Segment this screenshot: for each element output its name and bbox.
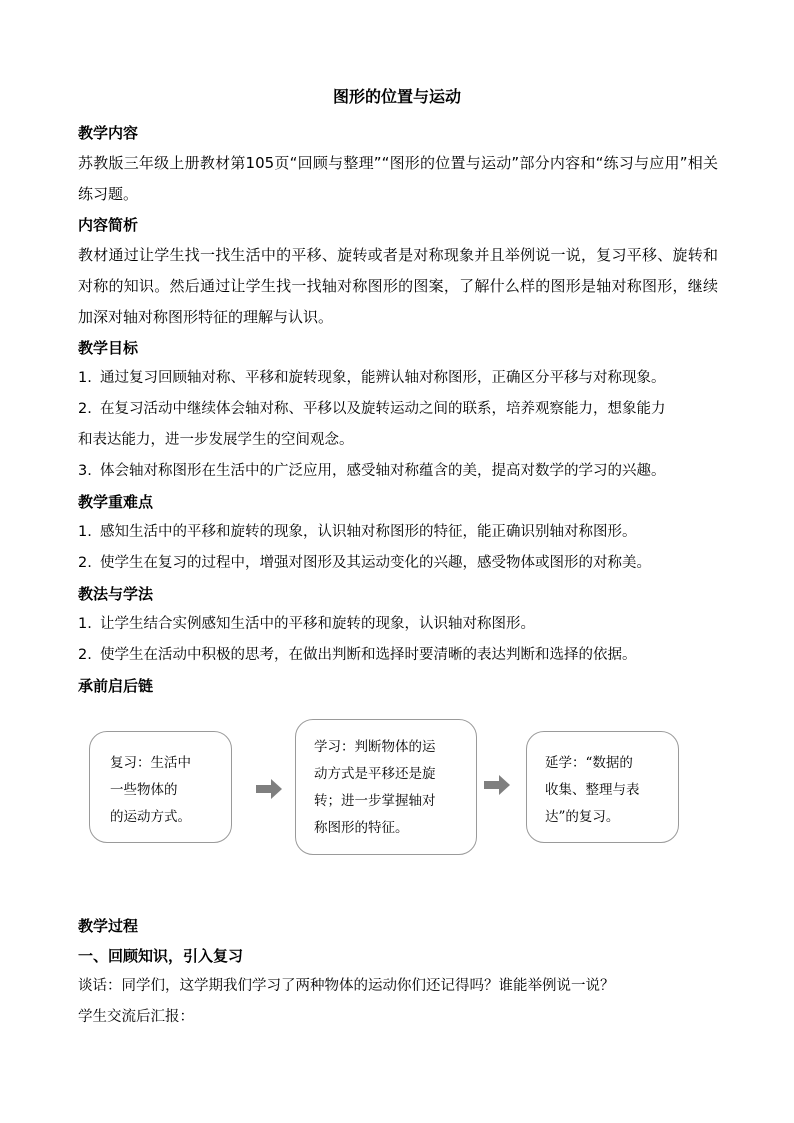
subheading-review: 一、回顾知识，引入复习 — [78, 947, 244, 965]
method-number: 1. — [78, 616, 92, 632]
document-body — [78, 122, 718, 1033]
chain-box-line: 学习：判断物体的运 — [314, 739, 436, 755]
method-text: 让学生结合实例感知生活中的平移和旋转的现象，认识轴对称图形。 — [100, 616, 535, 632]
method-item — [78, 609, 718, 640]
goal-text: 在复习活动中继续体会轴对称、平移以及旋转运动之间的联系，培养观察能力，想象能力 — [100, 401, 666, 417]
arrow-right-icon — [484, 775, 510, 795]
paragraph-dialogue: 谈话：同学们，这学期我们学习了两种物体的运动你们还记得吗？谁能举例说一说？ — [78, 978, 615, 994]
key-point-item — [78, 548, 718, 579]
method-number: 2. — [78, 647, 92, 663]
heading-goals: 教学目标 — [78, 339, 139, 357]
key-point-number: 2. — [78, 555, 92, 571]
method-item — [78, 640, 718, 671]
chain-box-line: 称图形的特征。 — [314, 820, 409, 836]
goal-item — [78, 363, 718, 394]
arrow-right-icon — [256, 779, 282, 799]
chain-box-line: 延学：“数据的 — [545, 755, 633, 771]
paragraph-analysis: 教材通过让学生找一找生活中的平移、旋转或者是对称现象并且举例说一说，复习平移、旋转和对称的知识。然后通过让学生找一找轴对称图形的图案，了解什么样的图形是轴对称图形，继续加深对轴对称图形特征的理解与认识。 — [78, 246, 718, 326]
goal-text: 通过复习回顾轴对称、平移和旋转现象，能辨认轴对称图形，正确区分平移与对称现象。 — [100, 370, 666, 386]
chain-box-line: 达”的复习。 — [545, 809, 620, 825]
goal-item — [78, 394, 718, 425]
chain-box-line: 的运动方式。 — [110, 809, 191, 825]
chain-box-line: 动方式是平移还是旋 — [314, 766, 436, 782]
chain-box-line: 收集、整理与表 — [545, 782, 640, 798]
chain-box-line: 复习：生活中 — [110, 755, 191, 771]
heading-analysis: 内容简析 — [78, 216, 139, 234]
goal-text: 和表达能力，进一步发展学生的空间观念。 — [78, 432, 354, 448]
goal-number: 1. — [78, 370, 92, 386]
goal-number: 3. — [78, 463, 92, 479]
method-text: 使学生在活动中积极的思考，在做出判断和选择时要清晰的表达判断和选择的依据。 — [100, 647, 637, 663]
heading-methods: 教法与学法 — [78, 585, 154, 603]
page-title: 图形的位置与运动 — [332, 87, 461, 106]
chain-box-line: 一些物体的 — [110, 782, 178, 798]
knowledge-chain-diagram — [78, 709, 718, 889]
goal-text: 体会轴对称图形在生活中的广泛应用，感受轴对称蕴含的美，提高对数学的学习的兴趣。 — [100, 463, 666, 479]
chain-box-learn — [295, 719, 477, 855]
chain-box-extend — [526, 731, 679, 843]
heading-content: 教学内容 — [78, 124, 139, 142]
paragraph-report: 学生交流后汇报： — [78, 1009, 194, 1025]
chain-box-line: 转；进一步掌握轴对 — [314, 793, 436, 809]
goal-item-continued — [78, 425, 718, 456]
chain-box-review — [89, 731, 232, 843]
goal-number: 2. — [78, 401, 92, 417]
paragraph-content: 苏教版三年级上册教材第105页“回顾与整理”“图形的位置与运动”部分内容和“练习与应用”相关练习题。 — [78, 154, 718, 203]
goal-item — [78, 456, 718, 487]
spacer — [78, 889, 718, 915]
key-point-text: 感知生活中的平移和旋转的现象，认识轴对称图形的特征，能正确识别轴对称图形。 — [100, 524, 637, 540]
key-point-item — [78, 517, 718, 548]
key-point-text: 使学生在复习的过程中，增强对图形及其运动变化的兴趣，感受物体或图形的对称美。 — [100, 555, 651, 571]
key-point-number: 1. — [78, 524, 92, 540]
heading-key-points: 教学重难点 — [78, 493, 154, 511]
heading-process: 教学过程 — [78, 917, 139, 935]
heading-chain: 承前启后链 — [78, 677, 154, 695]
